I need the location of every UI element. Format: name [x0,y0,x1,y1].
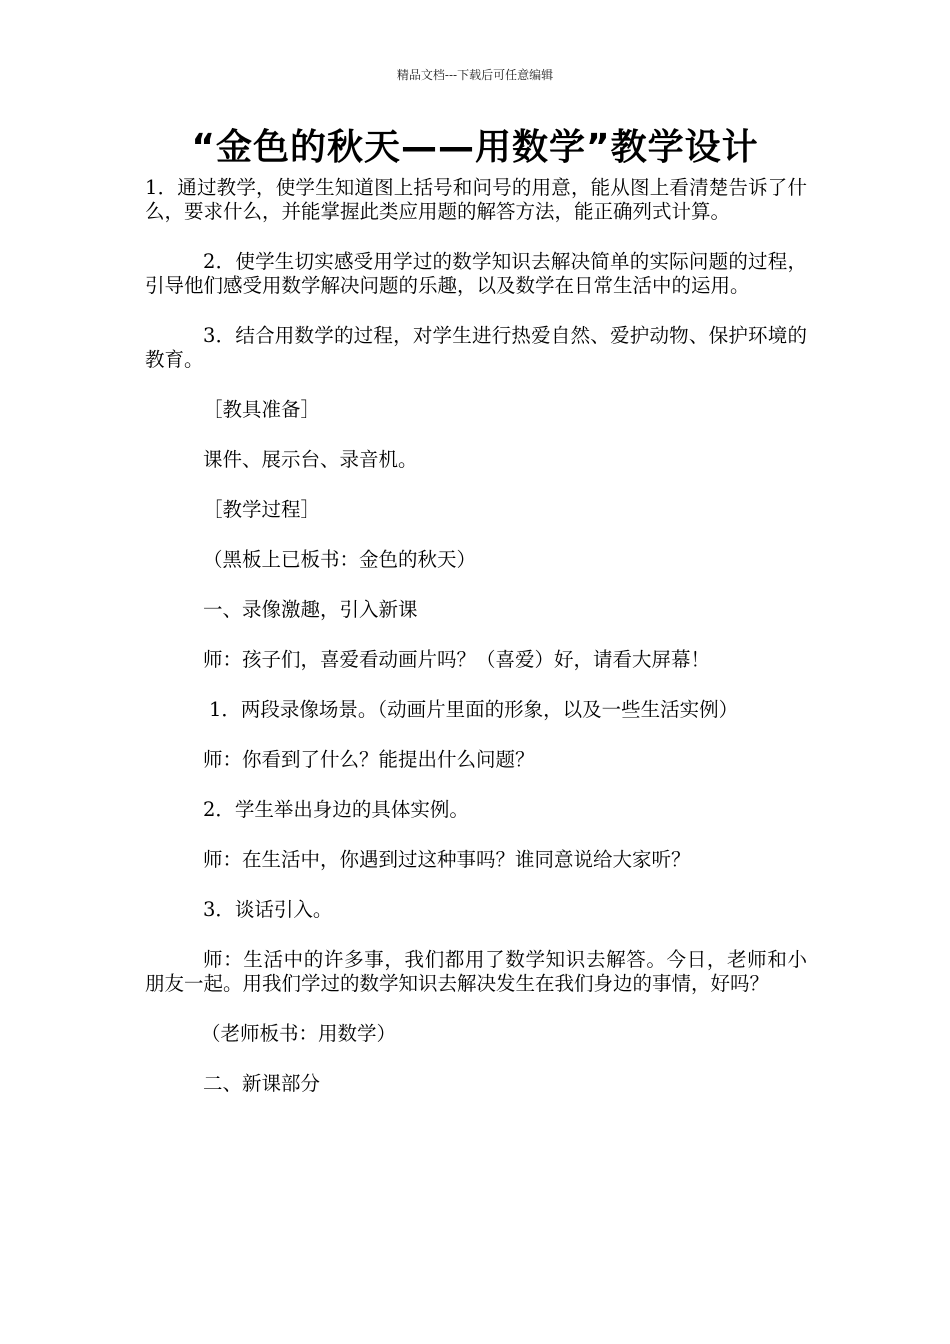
paragraph-step-2: 2．学生举出身边的具体实例。 [203,798,469,821]
paragraph-section-2-heading: 二、新课部分 [203,1072,321,1095]
paragraph-teacher-line-1: 师：孩子们，喜爱看动画片吗？（喜爱）好，请看大屏幕！ [203,648,711,671]
paragraph-step-3: 3．谈话引入。 [203,898,333,921]
paragraph-objective-2: 2．使学生切实感受用学过的数学知识去解决简单的实际问题的过程，引导他们感受用数学解决问题的乐趣，以及数学在日常生活中的运用。 [145,250,807,297]
paragraph-blackboard-note: （黑板上已板书：金色的秋天） [203,548,477,571]
paragraph-step-1: 1．两段录像场景。（动画片里面的形象，以及一些生活实例） [209,698,739,721]
paragraph-teacher-line-4: 师：生活中的许多事，我们都用了数学知识去解答。今日，老师和小朋友一起。用我们学过的数学知识去解决发生在我们身边的事情，好吗？ [145,948,807,995]
document-title: “金色的秋天——用数学”教学设计 [191,127,759,168]
paragraph-teaching-aids: 课件、展示台、录音机。 [203,448,418,471]
header-note: 精品文档---下载后可任意编辑 [396,68,554,82]
paragraph-teacher-line-2: 师：你看到了什么？能提出什么问题？ [203,748,535,771]
document-body [145,176,807,1122]
paragraph-objective-3: 3．结合用数学的过程，对学生进行热爱自然、爱护动物、保护环境的教育。 [145,324,807,371]
paragraph-teaching-process-heading: ［教学过程］ [203,498,321,521]
paragraph-objective-1: 1．通过教学，使学生知道图上括号和问号的用意，能从图上看清楚告诉了什么，要求什么，并能掌握此类应用题的解答方法，能正确列式计算。 [145,176,807,223]
paragraph-teacher-line-3: 师：在生活中，你遇到过这种事吗？谁同意说给大家听？ [203,848,691,871]
paragraph-blackboard-note-2: （老师板书：用数学） [201,1022,397,1045]
paragraph-section-1-heading: 一、录像激趣，引入新课 [203,598,418,621]
paragraph-teaching-aids-heading: ［教具准备］ [203,398,321,421]
